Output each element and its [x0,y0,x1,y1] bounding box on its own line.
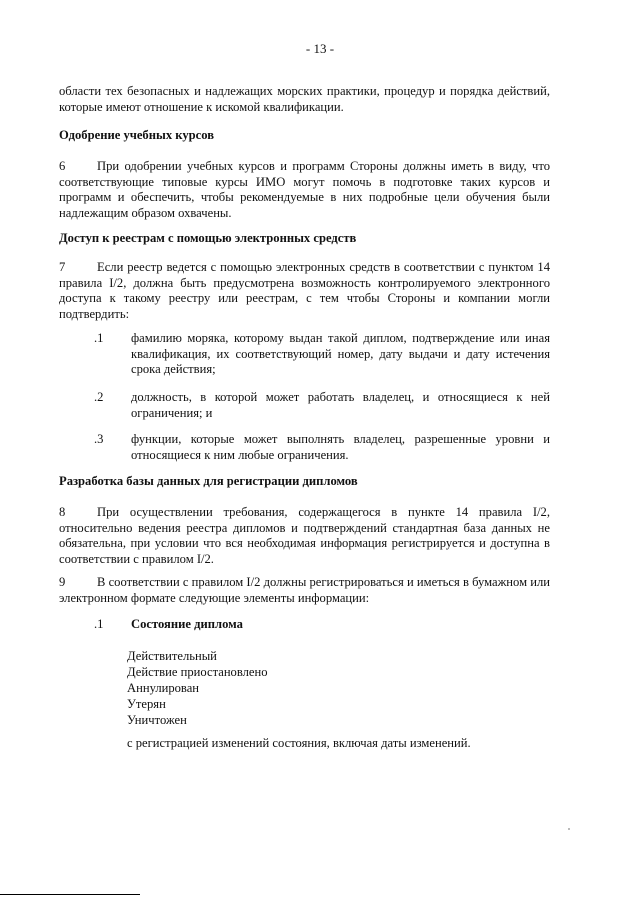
list-item-number: .1 [94,331,104,345]
paragraph-text: При одобрении учебных курсов и программ Стороны должны иметь в виду, что соответствующие типовые курсы ИМО могут помочь в подготовке таких курсов и программ и обеспечить, чтобы рекомендуемые в них подробные цели обучения были надлежащим образом охвачены. [59,159,550,220]
paragraph-number: 7 [59,260,66,274]
footnote-rule [0,894,140,895]
paragraph-number: 9 [59,575,66,589]
list-item-number: .3 [94,432,104,446]
page-number: - 13 - [305,41,335,56]
paragraph-8 [59,505,550,567]
paragraph-text: При осуществлении требования, содержащегося в пункте 14 правила I/2, относительно ведения реестра дипломов и подтверждений стандартная база данных не обязательна, при условии что вся необходимая информация регистрируется и доступна в соответствии с правилом I/2. [59,505,550,566]
list-item: функции, которые может выполнять владелец, разрешенные уровни и относящиеся к ним любые ограничения. [131,432,550,462]
intro-paragraph: области тех безопасных и надлежащих морских практики, процедур и порядка действий, которые имеют отношение к искомой квалификации. [59,84,550,114]
list-item: фамилию моряка, которому выдан такой диплом, подтверждение или иная квалификация, их соответствующий номер, дату выдачи и дату истечения срока действия; [131,331,550,377]
scan-speck [568,828,570,830]
paragraph-text: В соответствии с правилом I/2 должны регистрироваться и иметься в бумажном или электронном формате следующие элементы информации: [59,575,550,605]
closing-line: с регистрацией изменений состояния, включая даты изменений. [127,736,471,750]
paragraph-7 [59,260,550,322]
status-item: Утерян [127,697,166,711]
paragraph-6 [59,159,550,221]
paragraph-9 [59,575,550,606]
list-item-number: .2 [94,390,104,404]
status-item: Действительный [127,649,217,663]
sub-heading-certificate-status: Состояние диплома [131,617,243,631]
paragraph-number: 6 [59,159,66,173]
sub-item-number: .1 [94,617,104,631]
section-heading-electronic-access: Доступ к реестрам с помощью электронных средств [59,231,357,245]
status-item: Аннулирован [127,681,200,695]
list-item: должность, в которой может работать владелец, и относящиеся к ней ограничения; и [131,390,550,420]
paragraph-text: Если реестр ведется с помощью электронных средств в соответствии с пунктом 14 правила I/2, должна быть предусмотрена возможность контролируемого электронного доступа к такому реестру или реестрам, с тем чтобы Стороны и компании могли подтвердить: [59,260,550,321]
status-list [127,648,268,728]
status-item: Уничтожен [127,713,187,727]
section-heading-approval: Одобрение учебных курсов [59,128,215,142]
section-heading-database: Разработка базы данных для регистрации дипломов [59,474,358,488]
status-item: Действие приостановлено [127,665,268,679]
paragraph-number: 8 [59,505,66,519]
